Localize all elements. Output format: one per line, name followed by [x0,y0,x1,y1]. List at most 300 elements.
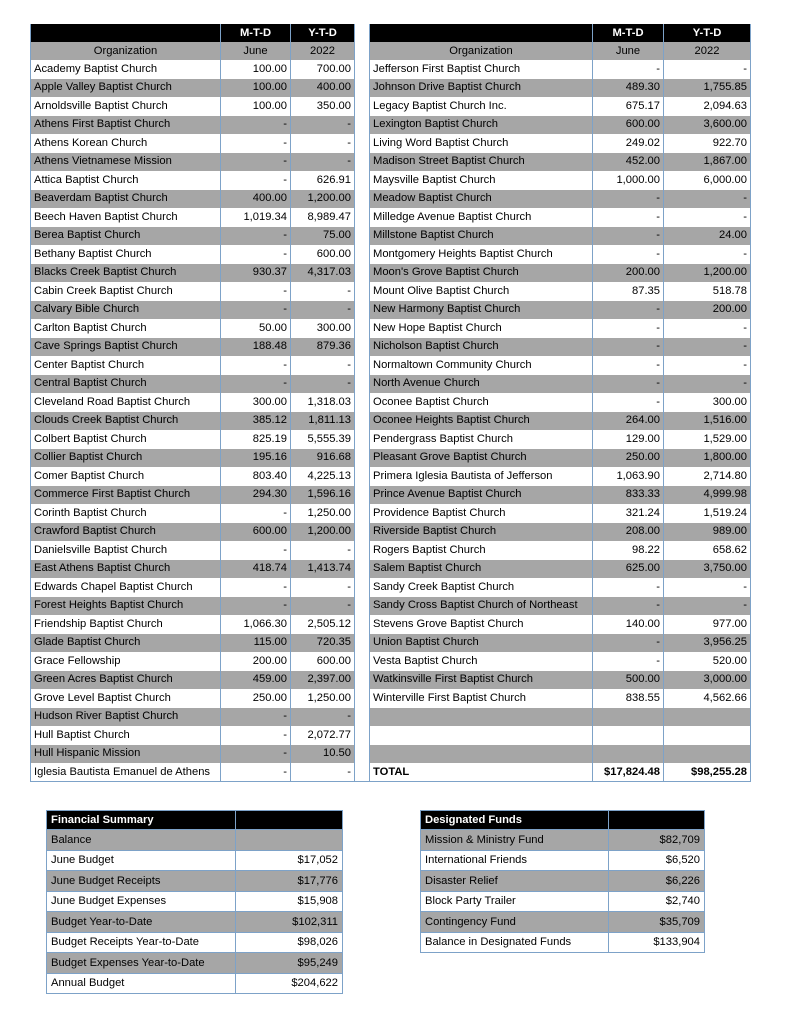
summary-row-label: Annual Budget [47,973,236,994]
table-row [31,671,751,690]
header-month-right: June [593,42,664,60]
mtd-value-right: - [593,338,664,357]
mtd-value-right: 838.55 [593,689,664,708]
mtd-value-right: 200.00 [593,264,664,283]
ytd-value-left: 350.00 [291,97,355,116]
mtd-value-left: - [221,578,291,597]
table-row [31,689,751,708]
table-row [31,597,751,616]
org-name-right: Oconee Heights Baptist Church [370,412,593,431]
ytd-value-left: 916.68 [291,449,355,468]
fund-row-value: $35,709 [609,912,705,933]
ytd-value-left: 600.00 [291,245,355,264]
org-name-right: Montgomery Heights Baptist Church [370,245,593,264]
fund-row-value: $82,709 [609,830,705,851]
org-name-right: Normaltown Community Church [370,356,593,375]
ytd-value-left: 700.00 [291,60,355,79]
ytd-value-left: 1,250.00 [291,504,355,523]
mtd-value-right [593,726,664,745]
fund-row-value: $2,740 [609,891,705,912]
ytd-value-left: 879.36 [291,338,355,357]
mtd-value-right: - [593,301,664,320]
summary-row-label: June Budget [47,850,236,871]
ytd-value-left: 8,989.47 [291,208,355,227]
ytd-value-left: 1,250.00 [291,689,355,708]
ytd-value-left: - [291,541,355,560]
org-name-right: Moon's Grove Baptist Church [370,264,593,283]
fund-row-label: Balance in Designated Funds [421,932,609,953]
fund-row [421,891,705,912]
org-name-right: Vesta Baptist Church [370,652,593,671]
summary-row [47,891,343,912]
org-name-right: Oconee Baptist Church [370,393,593,412]
summary-row [47,871,343,892]
org-name-left: Forest Heights Baptist Church [31,597,221,616]
total-mtd: $17,824.48 [593,763,664,782]
org-name-right: Millstone Baptist Church [370,227,593,246]
mtd-value-left: 100.00 [221,60,291,79]
table-row [31,60,751,79]
mtd-value-left: - [221,227,291,246]
org-name-left: Grace Fellowship [31,652,221,671]
total-ytd: $98,255.28 [664,763,751,782]
mtd-value-right: 1,063.90 [593,467,664,486]
ytd-value-left: 2,072.77 [291,726,355,745]
table-row [31,208,751,227]
ytd-value-right: 4,999.98 [664,486,751,505]
ytd-value-right: 300.00 [664,393,751,412]
org-name-right: Salem Baptist Church [370,560,593,579]
fund-row-label: Mission & Ministry Fund [421,830,609,851]
mtd-value-left: - [221,504,291,523]
mtd-value-right: - [593,597,664,616]
mtd-value-right: 833.33 [593,486,664,505]
org-name-left: Grove Level Baptist Church [31,689,221,708]
ytd-value-right: - [664,319,751,338]
ytd-value-left: 5,555.39 [291,430,355,449]
org-name-right: Stevens Grove Baptist Church [370,615,593,634]
mtd-value-left: - [221,153,291,172]
mtd-value-right: 1,000.00 [593,171,664,190]
org-name-right: Watkinsville First Baptist Church [370,671,593,690]
org-name-left: Danielsville Baptist Church [31,541,221,560]
table-row [31,412,751,431]
summary-row-value: $204,622 [236,973,343,994]
mtd-value-left: 115.00 [221,634,291,653]
mtd-value-left: 600.00 [221,523,291,542]
mtd-value-right: - [593,578,664,597]
ytd-value-left: - [291,153,355,172]
mtd-value-right: - [593,208,664,227]
ytd-value-right: 922.70 [664,134,751,153]
mtd-value-right: 87.35 [593,282,664,301]
fund-row-value: $6,520 [609,850,705,871]
designated-funds-header [421,811,705,830]
mtd-value-right: 249.02 [593,134,664,153]
mtd-value-left: 418.74 [221,560,291,579]
table-row [31,338,751,357]
mtd-value-right: - [593,245,664,264]
ytd-value-left: - [291,375,355,394]
mtd-value-right: 140.00 [593,615,664,634]
ytd-value-right [664,708,751,727]
table-row [31,430,751,449]
ytd-value-right: 977.00 [664,615,751,634]
summary-row-label: June Budget Receipts [47,871,236,892]
org-name-right: Madison Street Baptist Church [370,153,593,172]
mtd-value-right: 264.00 [593,412,664,431]
mtd-value-left: 100.00 [221,79,291,98]
org-name-right: Rogers Baptist Church [370,541,593,560]
ytd-value-left: 2,505.12 [291,615,355,634]
mtd-value-left: - [221,597,291,616]
table-row [31,79,751,98]
org-name-left: Iglesia Bautista Emanuel de Athens [31,763,221,782]
header-ytd-left: Y-T-D [291,24,355,42]
ytd-value-right: 1,755.85 [664,79,751,98]
ytd-value-left: - [291,763,355,782]
mtd-value-left: - [221,171,291,190]
ytd-value-left: 10.50 [291,745,355,764]
org-name-right: Providence Baptist Church [370,504,593,523]
header-month-left: June [221,42,291,60]
mtd-value-left: 294.30 [221,486,291,505]
mtd-value-left: 385.12 [221,412,291,431]
ytd-value-right: - [664,356,751,375]
org-name-left: Crawford Baptist Church [31,523,221,542]
table-row [31,319,751,338]
table-row [31,264,751,283]
ytd-value-right: 658.62 [664,541,751,560]
mtd-value-left: - [221,375,291,394]
mtd-value-right: 321.24 [593,504,664,523]
mtd-value-right: 625.00 [593,560,664,579]
ytd-value-left: 75.00 [291,227,355,246]
fund-row-value: $6,226 [609,871,705,892]
table-row [31,190,751,209]
table-row [31,486,751,505]
table-row [31,282,751,301]
ytd-value-right: 3,956.25 [664,634,751,653]
ytd-value-left: 626.91 [291,171,355,190]
ytd-value-left: 1,200.00 [291,190,355,209]
org-name-right [370,708,593,727]
ytd-value-right: 1,800.00 [664,449,751,468]
org-name-right: Nicholson Baptist Church [370,338,593,357]
org-name-left: Center Baptist Church [31,356,221,375]
mtd-value-left: - [221,116,291,135]
table-row [31,504,751,523]
ytd-value-right: 1,516.00 [664,412,751,431]
ytd-value-left: 1,200.00 [291,523,355,542]
mtd-value-right: 208.00 [593,523,664,542]
fund-row [421,912,705,933]
mtd-value-left: - [221,301,291,320]
summary-row [47,850,343,871]
financial-summary-title: Financial Summary [47,811,236,830]
mtd-value-left: - [221,708,291,727]
table-row [31,153,751,172]
ytd-value-right: - [664,208,751,227]
mtd-value-right: 452.00 [593,153,664,172]
header-ytd-right: Y-T-D [664,24,751,42]
ytd-value-right: - [664,245,751,264]
ytd-value-left: 4,225.13 [291,467,355,486]
ytd-value-right: 3,000.00 [664,671,751,690]
header-organization-left: Organization [31,42,221,60]
org-name-left: Clouds Creek Baptist Church [31,412,221,431]
table-row [31,245,751,264]
header-row-1 [31,24,751,42]
org-name-right: Milledge Avenue Baptist Church [370,208,593,227]
org-name-left: Corinth Baptist Church [31,504,221,523]
summary-row-value: $15,908 [236,891,343,912]
table-row [31,97,751,116]
ytd-value-right: - [664,597,751,616]
org-name-left: Athens Korean Church [31,134,221,153]
fund-row [421,871,705,892]
org-name-left: Cleveland Road Baptist Church [31,393,221,412]
mtd-value-right: - [593,319,664,338]
contributions-table [30,24,751,782]
mtd-value-left: 1,019.34 [221,208,291,227]
summary-row [47,830,343,851]
mtd-value-right: 600.00 [593,116,664,135]
financial-summary-table [46,810,343,994]
table-row [31,541,751,560]
ytd-value-right: 520.00 [664,652,751,671]
summary-row [47,953,343,974]
ytd-value-left: - [291,356,355,375]
summary-row-label: Budget Expenses Year-to-Date [47,953,236,974]
mtd-value-right: 675.17 [593,97,664,116]
org-name-left: Hull Hispanic Mission [31,745,221,764]
ytd-value-right: 1,867.00 [664,153,751,172]
table-row [31,356,751,375]
fund-row-value: $133,904 [609,932,705,953]
mtd-value-right [593,708,664,727]
ytd-value-right [664,726,751,745]
header-row-2 [31,42,751,60]
fund-row-label: Contingency Fund [421,912,609,933]
mtd-value-left: - [221,134,291,153]
org-name-left: Central Baptist Church [31,375,221,394]
org-name-right: Prince Avenue Baptist Church [370,486,593,505]
header-mtd-right: M-T-D [593,24,664,42]
org-name-right: Legacy Baptist Church Inc. [370,97,593,116]
org-name-left: Bethany Baptist Church [31,245,221,264]
org-name-right [370,726,593,745]
mtd-value-right: - [593,60,664,79]
org-name-right: Sandy Cross Baptist Church of Northeast [370,597,593,616]
mtd-value-right: - [593,356,664,375]
table-row [31,301,751,320]
mtd-value-left: 1,066.30 [221,615,291,634]
org-name-left: Athens Vietnamese Mission [31,153,221,172]
ytd-value-right: 1,519.24 [664,504,751,523]
mtd-value-left: 50.00 [221,319,291,338]
table-row [31,449,751,468]
table-row [31,763,751,782]
org-name-left: Beaverdam Baptist Church [31,190,221,209]
mtd-value-right: - [593,190,664,209]
table-row [31,708,751,727]
org-name-left: Commerce First Baptist Church [31,486,221,505]
org-name-right: Pleasant Grove Baptist Church [370,449,593,468]
org-name-left: Academy Baptist Church [31,60,221,79]
mtd-value-left: 459.00 [221,671,291,690]
summary-row [47,912,343,933]
mtd-value-left: 400.00 [221,190,291,209]
mtd-value-right: - [593,634,664,653]
summary-row-value: $17,052 [236,850,343,871]
table-row [31,578,751,597]
org-name-right: Living Word Baptist Church [370,134,593,153]
mtd-value-left: 300.00 [221,393,291,412]
ytd-value-left: - [291,301,355,320]
ytd-value-right: - [664,578,751,597]
org-name-left: Athens First Baptist Church [31,116,221,135]
ytd-value-left: - [291,134,355,153]
summary-row-value: $98,026 [236,932,343,953]
org-name-left: Edwards Chapel Baptist Church [31,578,221,597]
org-name-right: Lexington Baptist Church [370,116,593,135]
ytd-value-right: 2,094.63 [664,97,751,116]
mtd-value-right: 250.00 [593,449,664,468]
org-name-left: Collier Baptist Church [31,449,221,468]
ytd-value-left: - [291,116,355,135]
header-blank-left [31,24,221,42]
org-name-right: Johnson Drive Baptist Church [370,79,593,98]
summary-row-label: Budget Receipts Year-to-Date [47,932,236,953]
ytd-value-left: - [291,597,355,616]
table-row [31,134,751,153]
table-row [31,745,751,764]
mtd-value-right [593,745,664,764]
org-name-left: Carlton Baptist Church [31,319,221,338]
org-name-right: Meadow Baptist Church [370,190,593,209]
table-row [31,523,751,542]
table-row [31,726,751,745]
org-name-left: Friendship Baptist Church [31,615,221,634]
org-name-left: Hull Baptist Church [31,726,221,745]
org-name-right: New Harmony Baptist Church [370,301,593,320]
ytd-value-right: - [664,190,751,209]
org-name-left: Arnoldsville Baptist Church [31,97,221,116]
ytd-value-left: 2,397.00 [291,671,355,690]
ytd-value-right: 1,200.00 [664,264,751,283]
table-row [31,652,751,671]
mtd-value-left: 250.00 [221,689,291,708]
ytd-value-right: 3,600.00 [664,116,751,135]
ytd-value-right: - [664,375,751,394]
table-row [31,467,751,486]
ytd-value-left: 1,318.03 [291,393,355,412]
summary-row [47,932,343,953]
org-name-left: Attica Baptist Church [31,171,221,190]
summary-row-label: June Budget Expenses [47,891,236,912]
summary-row-label: Budget Year-to-Date [47,912,236,933]
mtd-value-left: - [221,282,291,301]
ytd-value-right: - [664,60,751,79]
org-name-left: Hudson River Baptist Church [31,708,221,727]
ytd-value-left: - [291,578,355,597]
mtd-value-left: - [221,726,291,745]
table-row [31,116,751,135]
org-name-right: Pendergrass Baptist Church [370,430,593,449]
summary-row-label: Balance [47,830,236,851]
financial-summary-header [47,811,343,830]
org-name-left: Apple Valley Baptist Church [31,79,221,98]
table-row [31,560,751,579]
mtd-value-right: 98.22 [593,541,664,560]
ytd-value-left: 300.00 [291,319,355,338]
ytd-value-left: 1,413.74 [291,560,355,579]
ytd-value-left: - [291,708,355,727]
mtd-value-right: 489.30 [593,79,664,98]
table-row [31,634,751,653]
mtd-value-left: - [221,745,291,764]
header-blank-right [370,24,593,42]
org-name-left: Blacks Creek Baptist Church [31,264,221,283]
header-mtd-left: M-T-D [221,24,291,42]
table-row [31,375,751,394]
table-row [31,393,751,412]
mtd-value-right: - [593,227,664,246]
mtd-value-left: 195.16 [221,449,291,468]
ytd-value-right: 518.78 [664,282,751,301]
ytd-value-right: 989.00 [664,523,751,542]
org-name-right: Maysville Baptist Church [370,171,593,190]
summary-row-value: $95,249 [236,953,343,974]
ytd-value-right: 6,000.00 [664,171,751,190]
ytd-value-left: 1,596.16 [291,486,355,505]
org-name-left: Berea Baptist Church [31,227,221,246]
ytd-value-right [664,745,751,764]
ytd-value-right: 2,714.80 [664,467,751,486]
mtd-value-right: - [593,375,664,394]
mtd-value-left: 930.37 [221,264,291,283]
header-year-right: 2022 [664,42,751,60]
ytd-value-left: 4,317.03 [291,264,355,283]
summary-row-value: $102,311 [236,912,343,933]
mtd-value-right: - [593,393,664,412]
mtd-value-left: 188.48 [221,338,291,357]
ytd-value-right: 24.00 [664,227,751,246]
mtd-value-right: 129.00 [593,430,664,449]
org-name-left: Colbert Baptist Church [31,430,221,449]
ytd-value-right: 200.00 [664,301,751,320]
org-name-left: Green Acres Baptist Church [31,671,221,690]
fund-row [421,932,705,953]
fund-row-label: Disaster Relief [421,871,609,892]
org-name-left: Cave Springs Baptist Church [31,338,221,357]
mtd-value-right: - [593,652,664,671]
org-name-right [370,745,593,764]
total-label: TOTAL [370,763,593,782]
ytd-value-right: - [664,338,751,357]
ytd-value-left: 400.00 [291,79,355,98]
mtd-value-left: - [221,356,291,375]
mtd-value-left: 200.00 [221,652,291,671]
designated-funds-table [420,810,705,953]
org-name-left: Calvary Bible Church [31,301,221,320]
org-name-right: Sandy Creek Baptist Church [370,578,593,597]
org-name-left: Cabin Creek Baptist Church [31,282,221,301]
table-row [31,227,751,246]
mtd-value-left: 803.40 [221,467,291,486]
org-name-left: Comer Baptist Church [31,467,221,486]
